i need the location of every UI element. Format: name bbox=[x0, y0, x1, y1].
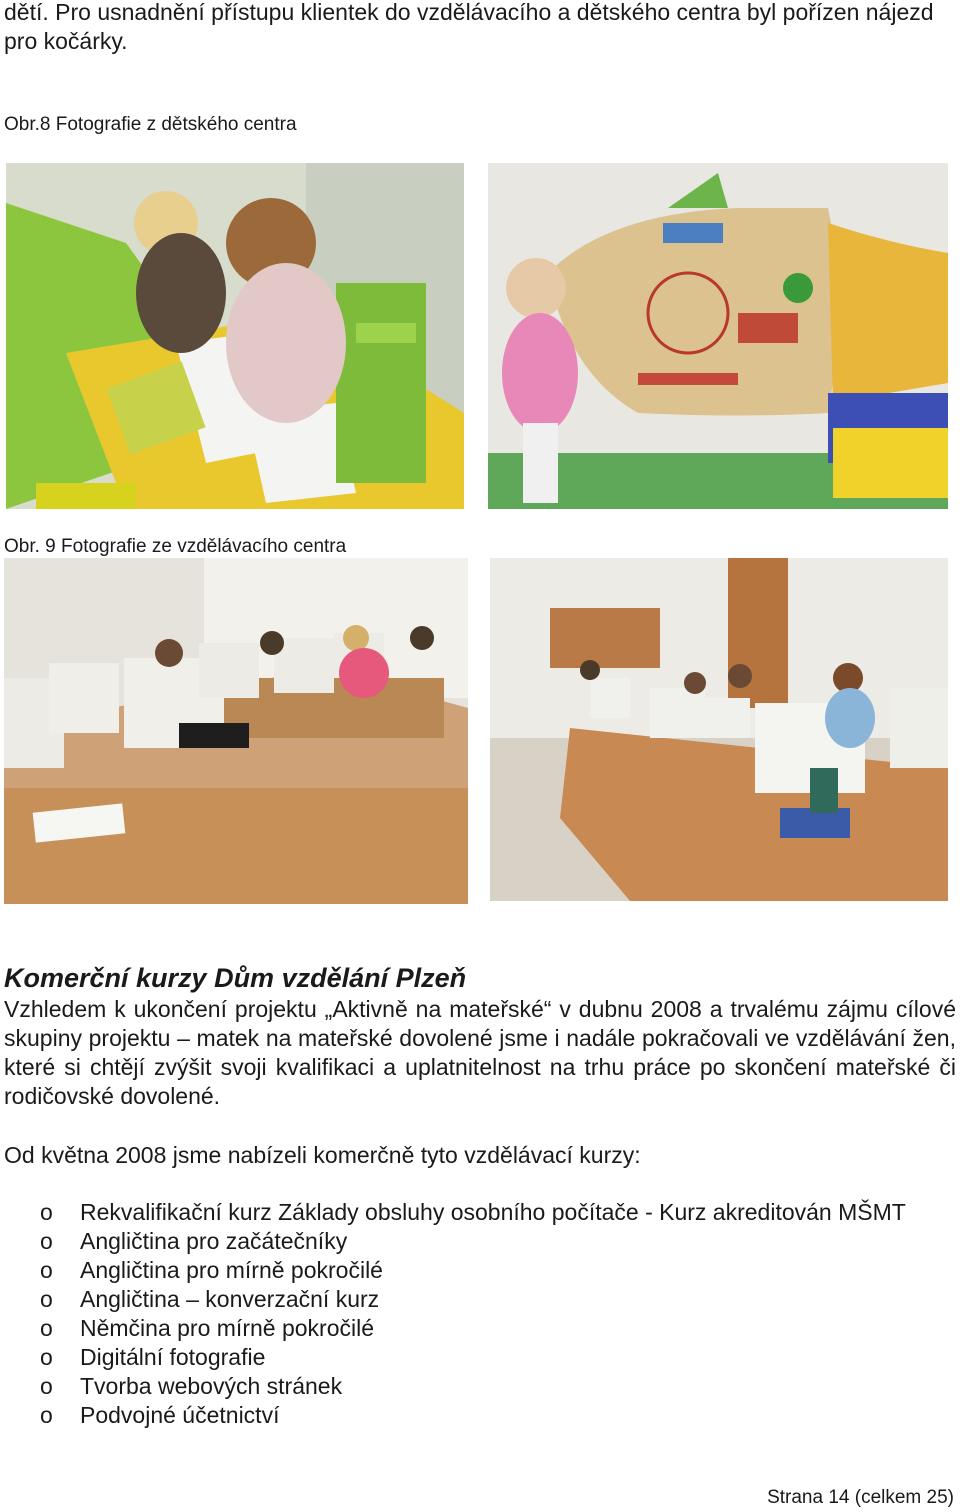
list-item bbox=[4, 1198, 956, 1227]
list-item-text: Tvorba webových stránek bbox=[80, 1373, 343, 1399]
list-item bbox=[4, 1285, 956, 1314]
bullet-marker: o bbox=[40, 1344, 53, 1370]
list-item-text: Podvojné účetnictví bbox=[80, 1402, 280, 1428]
bullet-marker: o bbox=[40, 1315, 53, 1341]
photo-children-drawing bbox=[6, 163, 464, 509]
photo-classroom-left bbox=[4, 558, 468, 904]
list-item-text: Angličtina – konverzační kurz bbox=[80, 1286, 380, 1312]
list-item bbox=[4, 1372, 956, 1401]
bullet-marker: o bbox=[40, 1373, 53, 1399]
figure-8-caption: Obr.8 Fotografie z dětského centra bbox=[4, 114, 297, 135]
bullet-marker: o bbox=[40, 1402, 53, 1428]
section-paragraph-2: Od května 2008 jsme nabízeli komerčně tyto vzdělávací kurzy: bbox=[4, 1142, 641, 1168]
list-item bbox=[4, 1314, 956, 1343]
list-item-text: Digitální fotografie bbox=[80, 1344, 266, 1370]
bullet-marker: o bbox=[40, 1199, 53, 1225]
photo-activity-wall bbox=[488, 163, 948, 509]
list-item bbox=[4, 1227, 956, 1256]
list-item-text: Angličtina pro začátečníky bbox=[80, 1228, 348, 1254]
bullet-marker: o bbox=[40, 1257, 53, 1283]
list-item bbox=[4, 1256, 956, 1285]
list-item bbox=[4, 1343, 956, 1372]
list-item bbox=[4, 1401, 956, 1430]
course-list bbox=[4, 1198, 956, 1430]
section-paragraph-1: Vzhledem k ukončení projektu „Aktivně na mateřské“ v dubnu 2008 a trvalému zájmu cílové skupiny projektu – matek na mateřské dovolené jsme i nadále pokračovali ve vzdělávání žen, které si chtějí zvýšit svoji kvalifikaci a uplatnitelnost na trhu práce po skončení mateřské či rodičovské dovolené. bbox=[4, 996, 956, 1109]
figure-9-caption: Obr. 9 Fotografie ze vzdělávacího centra bbox=[4, 536, 347, 557]
section-heading: Komerční kurzy Dům vzdělání Plzeň bbox=[4, 963, 467, 993]
photo-classroom-right bbox=[490, 558, 948, 901]
list-item-text: Rekvalifikační kurz Základy obsluhy osobního počítače - Kurz akreditován MŠMT bbox=[80, 1199, 906, 1225]
page-number: Strana 14 (celkem 25) bbox=[767, 1487, 954, 1508]
list-item-text: Němčina pro mírně pokročilé bbox=[80, 1315, 375, 1341]
list-item-text: Angličtina pro mírně pokročilé bbox=[80, 1257, 383, 1283]
bullet-marker: o bbox=[40, 1286, 53, 1312]
intro-paragraph: dětí. Pro usnadnění přístupu klientek do vzdělávacího a dětského centra byl pořízen nájezd pro kočárky. bbox=[4, 0, 934, 54]
bullet-marker: o bbox=[40, 1228, 53, 1254]
